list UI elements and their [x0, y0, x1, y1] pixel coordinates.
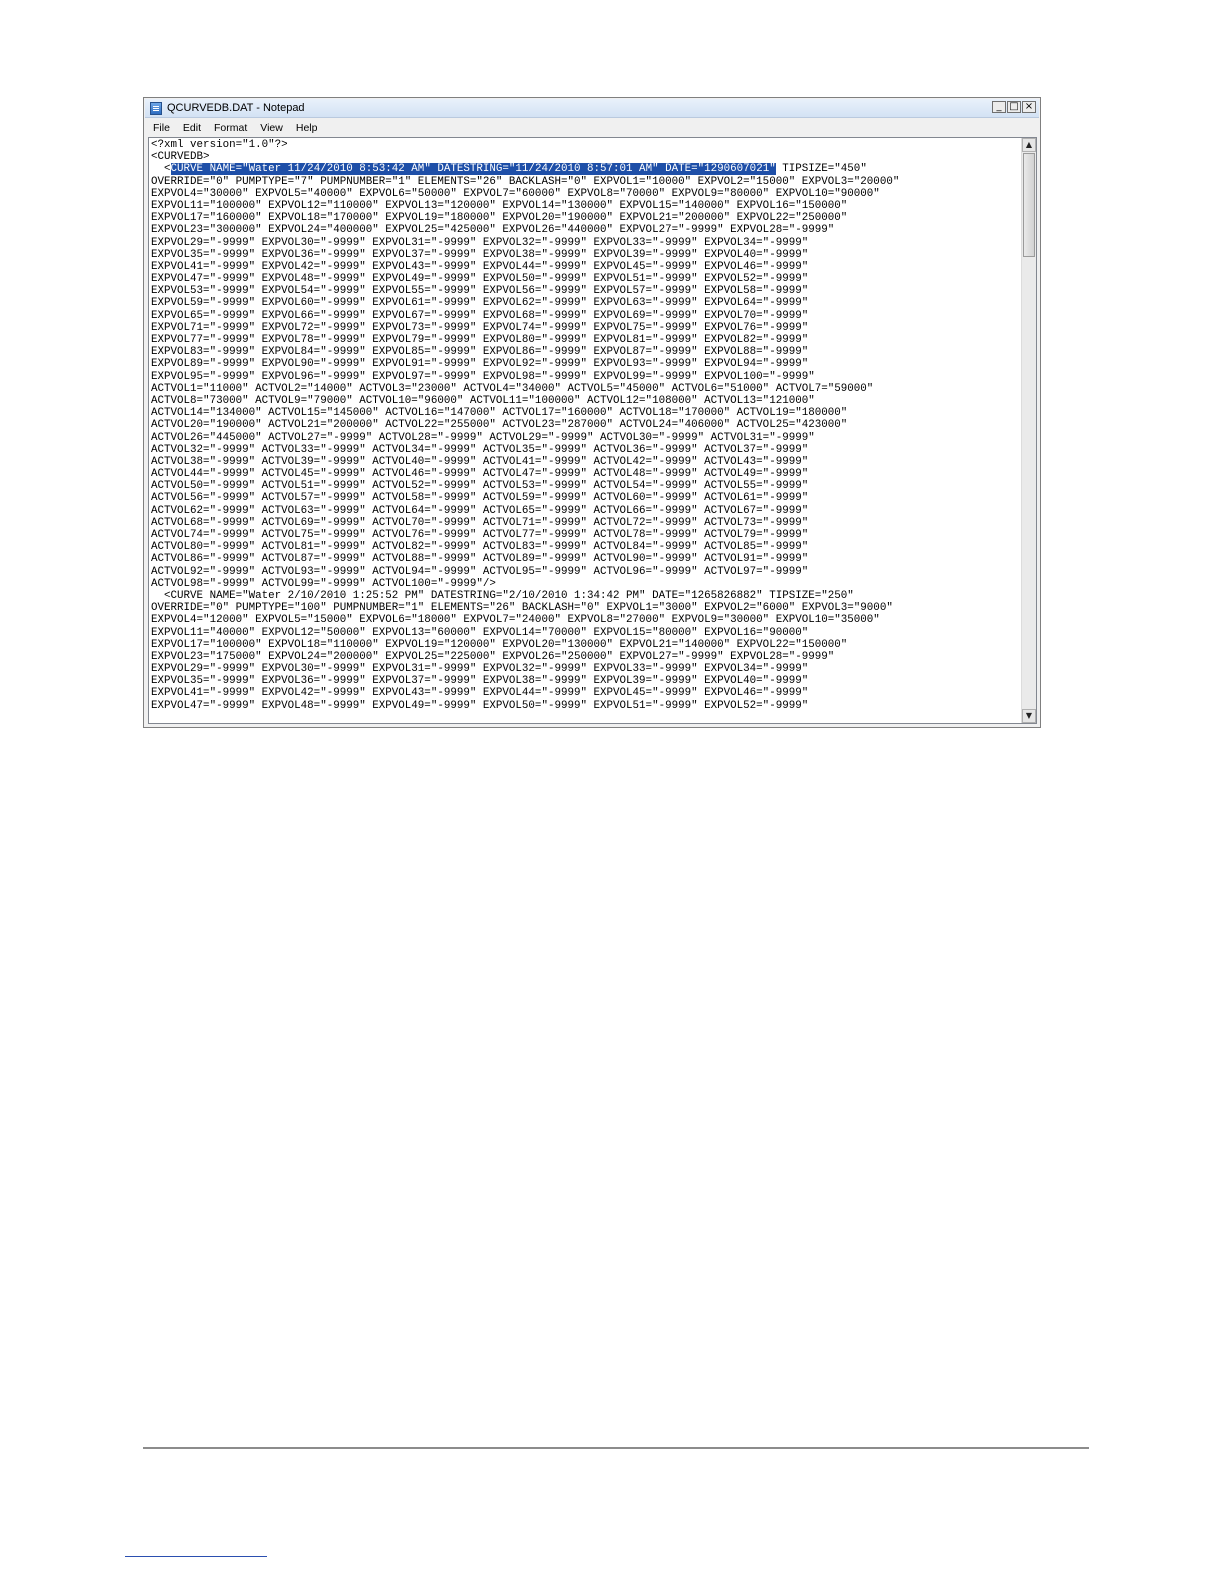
line-text-after-selection: TIPSIZE="450": [775, 163, 867, 176]
text-line: EXPVOL47="-9999" EXPVOL48="-9999" EXPVOL49="-9999" EXPVOL50="-9999" EXPVOL51="-9999" EXPVOL52="-9999": [151, 699, 809, 712]
line-text-before-selection: <: [151, 163, 171, 176]
text-line: EXPVOL83="-9999" EXPVOL84="-9999" EXPVOL85="-9999" EXPVOL86="-9999" EXPVOL87="-9999" EXPVOL88="-9999": [151, 346, 809, 359]
notepad-window: [143, 97, 1041, 728]
text-line: EXPVOL35="-9999" EXPVOL36="-9999" EXPVOL37="-9999" EXPVOL38="-9999" EXPVOL39="-9999" EXPVOL40="-9999": [151, 675, 809, 688]
text-line: ACTVOL56="-9999" ACTVOL57="-9999" ACTVOL58="-9999" ACTVOL59="-9999" ACTVOL60="-9999" ACTVOL61="-9999": [151, 492, 809, 505]
text-line: EXPVOL53="-9999" EXPVOL54="-9999" EXPVOL55="-9999" EXPVOL56="-9999" EXPVOL57="-9999" EXPVOL58="-9999": [151, 285, 809, 298]
text-line: <CURVEDB>: [151, 151, 210, 164]
menu-bar: [145, 119, 1039, 136]
notepad-icon: [150, 102, 162, 115]
text-line: ACTVOL32="-9999" ACTVOL33="-9999" ACTVOL34="-9999" ACTVOL35="-9999" ACTVOL36="-9999" ACTVOL37="-9999": [151, 443, 809, 456]
menu-format[interactable]: Format: [214, 121, 248, 134]
text-line: EXPVOL17="100000" EXPVOL18="110000" EXPVOL19="120000" EXPVOL20="130000" EXPVOL21="140000" EXPVOL22="150000": [151, 638, 848, 651]
footer-link-underline: [125, 1556, 267, 1557]
title-bar[interactable]: [145, 99, 1039, 118]
text-line: ACTVOL38="-9999" ACTVOL39="-9999" ACTVOL40="-9999" ACTVOL41="-9999" ACTVOL42="-9999" ACTVOL43="-9999": [151, 455, 809, 468]
text-line: EXPVOL17="160000" EXPVOL18="170000" EXPVOL19="180000" EXPVOL20="190000" EXPVOL21="200000" EXPVOL22="250000": [151, 212, 848, 225]
text-line: EXPVOL23="175000" EXPVOL24="200000" EXPVOL25="225000" EXPVOL26="250000" EXPVOL27="-9999" EXPVOL28="-9999": [151, 650, 835, 663]
text-line: EXPVOL77="-9999" EXPVOL78="-9999" EXPVOL79="-9999" EXPVOL80="-9999" EXPVOL81="-9999" EXPVOL82="-9999": [151, 334, 809, 346]
text-line: ACTVOL98="-9999" ACTVOL99="-9999" ACTVOL100="-9999"/>: [151, 577, 496, 590]
text-line: EXPVOL59="-9999" EXPVOL60="-9999" EXPVOL61="-9999" EXPVOL62="-9999" EXPVOL63="-9999" EXPVOL64="-9999": [151, 297, 809, 310]
text-line: EXPVOL4="30000" EXPVOL5="40000" EXPVOL6="50000" EXPVOL7="60000" EXPVOL8="70000" EXPVOL9="80000" EXPVOL10="90000": [151, 187, 880, 200]
scroll-down-icon[interactable]: ▼: [1022, 709, 1036, 723]
text-line: EXPVOL65="-9999" EXPVOL66="-9999" EXPVOL67="-9999" EXPVOL68="-9999" EXPVOL69="-9999" EXPVOL70="-9999": [151, 309, 809, 322]
text-line: ACTVOL50="-9999" ACTVOL51="-9999" ACTVOL52="-9999" ACTVOL53="-9999" ACTVOL54="-9999" ACTVOL55="-9999": [151, 480, 809, 493]
text-line: EXPVOL35="-9999" EXPVOL36="-9999" EXPVOL37="-9999" EXPVOL38="-9999" EXPVOL39="-9999" EXPVOL40="-9999": [151, 248, 809, 261]
text-line: ACTVOL14="134000" ACTVOL15="145000" ACTVOL16="147000" ACTVOL17="160000" ACTVOL18="170000" ACTVOL19="180000": [151, 407, 848, 420]
maximize-button[interactable]: □: [1007, 101, 1021, 113]
window-title: QCURVEDB.DAT - Notepad: [167, 102, 305, 114]
text-line: <CURVE NAME="Water 2/10/2010 1:25:52 PM" DATESTRING="2/10/2010 1:34:42 PM" DATE="1265826882" TIPSIZE="250": [151, 589, 854, 602]
text-line: EXPVOL4="12000" EXPVOL5="15000" EXPVOL6="18000" EXPVOL7="24000" EXPVOL8="27000" EXPVOL9="30000" EXPVOL10="35000": [151, 614, 880, 627]
text-line: EXPVOL29="-9999" EXPVOL30="-9999" EXPVOL31="-9999" EXPVOL32="-9999" EXPVOL33="-9999" EXPVOL34="-9999": [151, 236, 809, 249]
text-line: ACTVOL80="-9999" ACTVOL81="-9999" ACTVOL82="-9999" ACTVOL83="-9999" ACTVOL84="-9999" ACTVOL85="-9999": [151, 541, 809, 554]
close-button[interactable]: ×: [1022, 101, 1036, 113]
menu-help[interactable]: Help: [295, 121, 318, 134]
text-line: EXPVOL11="40000" EXPVOL12="50000" EXPVOL13="60000" EXPVOL14="70000" EXPVOL15="80000" EXPVOL16="90000": [151, 626, 809, 639]
vertical-scrollbar[interactable]: [1021, 138, 1036, 723]
editor-text[interactable]: [151, 139, 1018, 723]
menu-view[interactable]: View: [260, 121, 283, 134]
text-line: EXPVOL89="-9999" EXPVOL90="-9999" EXPVOL91="-9999" EXPVOL92="-9999" EXPVOL93="-9999" EXPVOL94="-9999": [151, 358, 809, 371]
window-controls: [992, 101, 1036, 113]
text-line: EXPVOL11="100000" EXPVOL12="110000" EXPVOL13="120000" EXPVOL14="130000" EXPVOL15="140000" EXPVOL16="150000": [151, 199, 848, 212]
scroll-up-icon[interactable]: ▲: [1022, 138, 1036, 152]
text-line: ACTVOL44="-9999" ACTVOL45="-9999" ACTVOL46="-9999" ACTVOL47="-9999" ACTVOL48="-9999" ACTVOL49="-9999": [151, 468, 809, 481]
text-editor[interactable]: [148, 137, 1037, 724]
minimize-button[interactable]: _: [992, 101, 1006, 113]
text-line: ACTVOL74="-9999" ACTVOL75="-9999" ACTVOL76="-9999" ACTVOL77="-9999" ACTVOL78="-9999" ACTVOL79="-9999": [151, 529, 809, 541]
scroll-thumb[interactable]: [1023, 153, 1035, 257]
text-line: ACTVOL20="190000" ACTVOL21="200000" ACTVOL22="255000" ACTVOL23="287000" ACTVOL24="406000" ACTVOL25="423000": [151, 419, 848, 432]
menu-edit[interactable]: Edit: [182, 121, 202, 134]
text-line: EXPVOL71="-9999" EXPVOL72="-9999" EXPVOL73="-9999" EXPVOL74="-9999" EXPVOL75="-9999" EXPVOL76="-9999": [151, 321, 809, 334]
text-line: EXPVOL95="-9999" EXPVOL96="-9999" EXPVOL97="-9999" EXPVOL98="-9999" EXPVOL99="-9999" EXPVOL100="-9999": [151, 370, 815, 383]
text-line: EXPVOL23="300000" EXPVOL24="400000" EXPVOL25="425000" EXPVOL26="440000" EXPVOL27="-9999" EXPVOL28="-9999": [151, 224, 835, 237]
text-line: [151, 163, 1018, 175]
text-line: <?xml version="1.0"?>: [151, 139, 288, 151]
footer-divider: [143, 1447, 1089, 1449]
text-line: OVERRIDE="0" PUMPTYPE="100" PUMPNUMBER="1" ELEMENTS="26" BACKLASH="0" EXPVOL1="3000" EXPVOL2="6000" EXPVOL3="9000": [151, 602, 893, 615]
menu-file[interactable]: File: [153, 121, 170, 134]
text-line: EXPVOL47="-9999" EXPVOL48="-9999" EXPVOL49="-9999" EXPVOL50="-9999" EXPVOL51="-9999" EXPVOL52="-9999": [151, 273, 809, 286]
text-line: ACTVOL1="11000" ACTVOL2="14000" ACTVOL3="23000" ACTVOL4="34000" ACTVOL5="45000" ACTVOL6="51000" ACTVOL7="59000": [151, 382, 874, 395]
text-line: ACTVOL92="-9999" ACTVOL93="-9999" ACTVOL94="-9999" ACTVOL95="-9999" ACTVOL96="-9999" ACTVOL97="-9999": [151, 565, 809, 578]
selected-text: CURVE NAME="Water 11/24/2010 8:53:42 AM" DATESTRING="11/24/2010 8:57:01 AM" DATE="1290607021": [170, 163, 776, 176]
text-line: ACTVOL86="-9999" ACTVOL87="-9999" ACTVOL88="-9999" ACTVOL89="-9999" ACTVOL90="-9999" ACTVOL91="-9999": [151, 553, 809, 566]
text-line: EXPVOL41="-9999" EXPVOL42="-9999" EXPVOL43="-9999" EXPVOL44="-9999" EXPVOL45="-9999" EXPVOL46="-9999": [151, 260, 809, 273]
text-line: ACTVOL26="445000" ACTVOL27="-9999" ACTVOL28="-9999" ACTVOL29="-9999" ACTVOL30="-9999" ACTVOL31="-9999": [151, 431, 815, 444]
text-line: OVERRIDE="0" PUMPTYPE="7" PUMPNUMBER="1" ELEMENTS="26" BACKLASH="0" EXPVOL1="10000" EXPVOL2="15000" EXPVOL3="20000": [151, 175, 900, 188]
text-line: ACTVOL8="73000" ACTVOL9="79000" ACTVOL10="96000" ACTVOL11="100000" ACTVOL12="108000" ACTVOL13="121000": [151, 394, 815, 407]
text-line: ACTVOL62="-9999" ACTVOL63="-9999" ACTVOL64="-9999" ACTVOL65="-9999" ACTVOL66="-9999" ACTVOL67="-9999": [151, 504, 809, 517]
text-line: EXPVOL29="-9999" EXPVOL30="-9999" EXPVOL31="-9999" EXPVOL32="-9999" EXPVOL33="-9999" EXPVOL34="-9999": [151, 663, 809, 676]
text-line: ACTVOL68="-9999" ACTVOL69="-9999" ACTVOL70="-9999" ACTVOL71="-9999" ACTVOL72="-9999" ACTVOL73="-9999": [151, 516, 809, 529]
text-line: EXPVOL41="-9999" EXPVOL42="-9999" EXPVOL43="-9999" EXPVOL44="-9999" EXPVOL45="-9999" EXPVOL46="-9999": [151, 687, 809, 700]
